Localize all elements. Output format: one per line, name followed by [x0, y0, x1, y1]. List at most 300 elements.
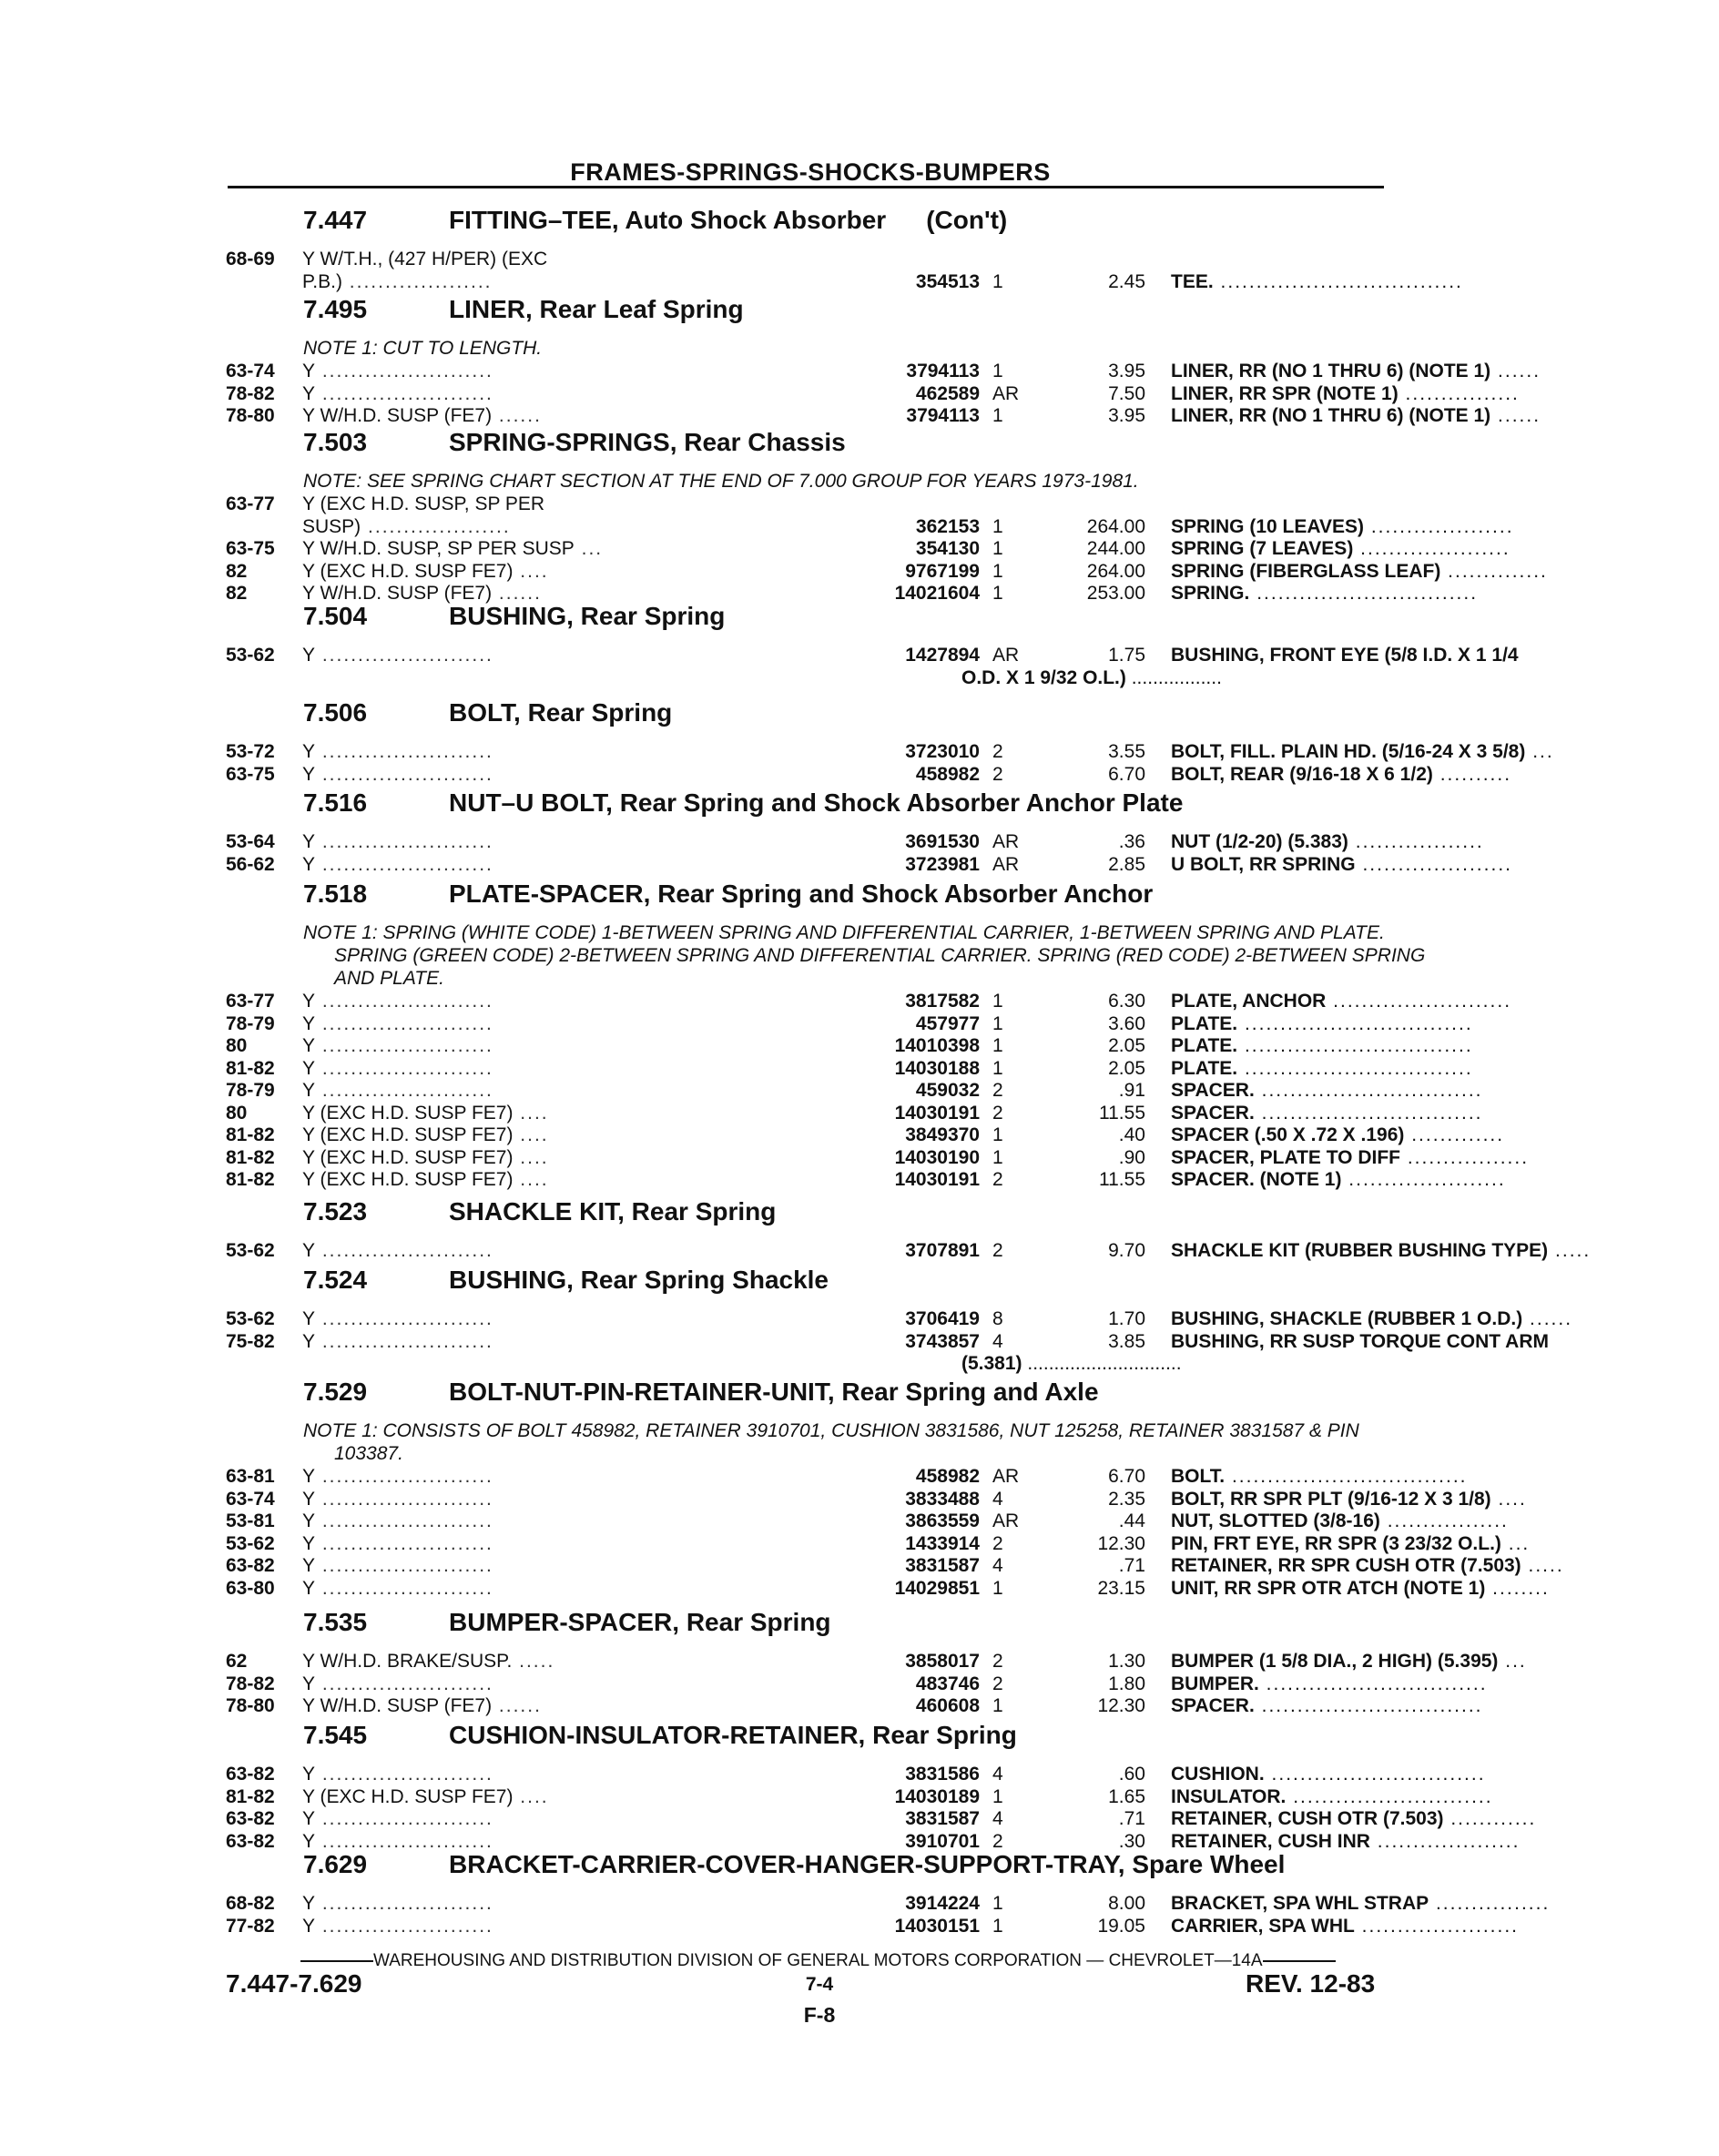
- part-number: 362153: [915, 516, 980, 537]
- part-name-text: BUSHING, SHACKLE (RUBBER 1 O.D.): [1171, 1308, 1523, 1329]
- list-price: 3.95: [1108, 361, 1145, 381]
- page-header: FRAMES-SPRINGS-SHOCKS-BUMPERS: [570, 158, 1051, 186]
- dot-leader: ...: [574, 538, 604, 559]
- section-heading: [303, 880, 1153, 909]
- model-years: 63-74: [226, 361, 275, 381]
- section-title: BUSHING, Rear Spring Shackle: [449, 1266, 829, 1294]
- quantity: 1: [992, 561, 1003, 582]
- section-heading: [303, 788, 1183, 818]
- dot-leader: ........................: [315, 1916, 493, 1937]
- section-number: 7.506: [303, 698, 368, 727]
- dot-leader: ................: [1429, 1893, 1551, 1914]
- application-text: Y W/T.H., (427 H/PER) (EXC: [302, 249, 548, 270]
- model-years: 53-62: [226, 1240, 275, 1261]
- part-number: 1433914: [905, 1533, 980, 1554]
- dot-leader: ........................: [315, 1673, 493, 1694]
- section-title: PLATE-SPACER, Rear Spring and Shock Absorber Anchor: [449, 880, 1154, 908]
- application-text: Y: [302, 1578, 316, 1599]
- part-name-text: RETAINER, CUSH INR: [1171, 1831, 1370, 1852]
- dot-leader: ........................: [315, 764, 493, 785]
- quantity: 2: [992, 1533, 1003, 1554]
- dot-leader: ............: [1443, 1808, 1537, 1829]
- list-price: 9.70: [1108, 1240, 1145, 1261]
- part-name: [1171, 1124, 1608, 1146]
- application-text: Y: [302, 1331, 316, 1352]
- part-name: [1171, 1057, 1608, 1080]
- part-number: 9767199: [905, 561, 980, 582]
- quantity: AR: [992, 854, 1020, 875]
- quantity: 1: [992, 1124, 1003, 1145]
- model-years: 53-62: [226, 1308, 275, 1329]
- section-title: BOLT-NUT-PIN-RETAINER-UNIT, Rear Spring and Axle: [449, 1378, 1099, 1406]
- quantity: 2: [992, 1831, 1003, 1852]
- dot-leader: .....................: [1353, 538, 1510, 559]
- dot-leader: ......: [492, 583, 542, 604]
- part-name: [1171, 1146, 1608, 1169]
- quantity: 2: [992, 1673, 1003, 1694]
- dot-leader: ...............................: [1254, 1103, 1483, 1124]
- dot-leader: ................: [1398, 383, 1520, 404]
- quantity: 4: [992, 1764, 1003, 1785]
- quantity: 2: [992, 1103, 1003, 1124]
- part-name: [1171, 1168, 1608, 1191]
- dot-leader: ....: [513, 1169, 549, 1190]
- quantity: 8: [992, 1308, 1003, 1329]
- quantity: 1: [992, 405, 1003, 426]
- part-name-text: SPACER.: [1171, 1080, 1255, 1101]
- list-price: 11.55: [1099, 1103, 1145, 1124]
- list-price: .71: [1118, 1808, 1145, 1829]
- part-name: [1171, 382, 1608, 405]
- section-heading: [303, 602, 725, 631]
- section-heading: [303, 295, 744, 324]
- application-text: Y (EXC H.D. SUSP FE7): [302, 1786, 514, 1807]
- dot-leader: ..............................: [1264, 1764, 1486, 1785]
- model-years: 78-79: [226, 1013, 275, 1034]
- part-name-text: BUSHING, RR SUSP TORQUE CONT ARM: [1171, 1331, 1549, 1352]
- part-number: 459032: [915, 1080, 980, 1101]
- part-number: 3723010: [905, 741, 980, 762]
- application-description: [302, 248, 867, 270]
- list-price: 264.00: [1086, 561, 1145, 582]
- footer-rule-left: [300, 1960, 373, 1962]
- model-years: 80: [226, 1103, 248, 1124]
- section-heading: [303, 1197, 776, 1226]
- application-text: Y: [302, 1035, 316, 1056]
- dot-leader: ....: [513, 1147, 549, 1168]
- part-number: 3794113: [906, 405, 980, 426]
- application-text: Y: [302, 361, 316, 381]
- list-price: 8.00: [1108, 1893, 1145, 1914]
- dot-leader: ....: [1490, 1489, 1527, 1510]
- part-number: 3706419: [905, 1308, 980, 1329]
- part-name: [1171, 1650, 1608, 1673]
- application-text: Y (EXC H.D. SUSP FE7): [302, 1124, 514, 1145]
- quantity: 1: [992, 1013, 1003, 1034]
- dot-leader: ....: [513, 1103, 549, 1124]
- model-years: 78-80: [226, 405, 275, 426]
- part-name: [1171, 1915, 1608, 1937]
- list-price: 3.60: [1108, 1013, 1145, 1034]
- part-name-text: SPRING.: [1171, 583, 1250, 604]
- dot-leader: ....: [513, 1124, 549, 1145]
- footer-rule-right: [1263, 1960, 1336, 1962]
- part-number: 3833488: [905, 1489, 980, 1510]
- application-text: P.B.): [302, 271, 342, 292]
- dot-leader: ....................: [1364, 516, 1514, 537]
- part-number: 3831587: [905, 1808, 980, 1829]
- header-rule: [228, 186, 1384, 188]
- dot-leader: ...: [1498, 1651, 1527, 1672]
- list-price: 264.00: [1086, 516, 1145, 537]
- part-number: 14030190: [894, 1147, 980, 1168]
- model-years: 63-77: [226, 991, 275, 1012]
- dot-leader: ...: [1500, 1533, 1531, 1554]
- dot-leader: ........................: [315, 1331, 493, 1352]
- quantity: 1: [992, 583, 1003, 604]
- part-number: 14021604: [894, 583, 980, 604]
- section-number: 7.629: [303, 1850, 368, 1878]
- dot-leader: ................................: [1237, 1035, 1473, 1056]
- quantity: 1: [992, 516, 1003, 537]
- part-number: 354130: [915, 538, 980, 559]
- footer-page-number: 7-4: [805, 1974, 834, 1995]
- section-note: NOTE 1: CUT TO LENGTH.: [303, 338, 543, 359]
- section-title: LINER, Rear Leaf Spring: [449, 295, 744, 323]
- part-name: [1171, 763, 1608, 786]
- application-text: Y: [302, 1893, 316, 1914]
- section-title: BOLT, Rear Spring: [449, 698, 673, 727]
- dot-leader: ........................: [315, 1893, 493, 1914]
- section-number: 7.504: [303, 602, 368, 630]
- quantity: AR: [992, 645, 1020, 666]
- quantity: 1: [992, 1786, 1003, 1807]
- part-name-text: SPRING (7 LEAVES): [1171, 538, 1354, 559]
- list-price: 1.75: [1108, 645, 1145, 666]
- part-name-continued: [961, 1352, 1182, 1375]
- part-name: [1171, 1012, 1608, 1035]
- section-number: 7.535: [303, 1608, 368, 1636]
- part-name: [1171, 1079, 1608, 1102]
- dot-leader: .................: [1400, 1147, 1530, 1168]
- dot-leader: ..............: [1440, 561, 1548, 582]
- dot-leader: ......: [1490, 405, 1541, 426]
- section-heading: [303, 206, 1007, 235]
- dot-leader: ......: [1522, 1308, 1573, 1329]
- part-name-text: LINER, RR SPR (NOTE 1): [1171, 383, 1399, 404]
- model-years: 82: [226, 561, 248, 582]
- section-title: SHACKLE KIT, Rear Spring: [449, 1197, 777, 1225]
- application-text: Y: [302, 383, 316, 404]
- quantity: 2: [992, 1169, 1003, 1190]
- list-price: 2.05: [1108, 1035, 1145, 1056]
- part-number: 14029851: [894, 1578, 980, 1599]
- dot-leader: ............................: [1286, 1786, 1493, 1807]
- dot-leader: ........................: [315, 1240, 493, 1261]
- list-price: 6.30: [1108, 991, 1145, 1012]
- section-number: 7.524: [303, 1266, 368, 1294]
- section-heading: [303, 698, 672, 727]
- model-years: 68-82: [226, 1893, 275, 1914]
- quantity: AR: [992, 1510, 1020, 1531]
- list-price: 2.85: [1108, 854, 1145, 875]
- dot-leader: ........................: [315, 1058, 493, 1079]
- part-name-text: NUT, SLOTTED (3/8-16): [1171, 1510, 1380, 1531]
- model-years: 63-82: [226, 1764, 275, 1785]
- part-name: [1171, 1694, 1608, 1717]
- part-name: [1171, 360, 1608, 382]
- section-number: 7.447: [303, 206, 368, 234]
- quantity: 1: [992, 1035, 1003, 1056]
- part-name-text: PLATE.: [1171, 1013, 1238, 1034]
- dot-leader: ......: [492, 1695, 542, 1716]
- part-name-text: PLATE.: [1171, 1058, 1238, 1079]
- application-text: Y (EXC H.D. SUSP FE7): [302, 561, 514, 582]
- part-name-text: PIN, FRT EYE, RR SPR (3 23/32 O.L.): [1171, 1533, 1501, 1554]
- quantity: 1: [992, 271, 1003, 292]
- part-name: [1171, 1763, 1608, 1785]
- part-number: 3863559: [905, 1510, 980, 1531]
- part-name: [1171, 1892, 1608, 1915]
- dot-leader: ........................: [315, 1831, 493, 1852]
- footer-division-text: WAREHOUSING AND DISTRIBUTION DIVISION OF GENERAL MOTORS CORPORATION — CHEVROLET—14A: [373, 1951, 1263, 1970]
- list-price: 1.30: [1108, 1651, 1145, 1672]
- application-text: Y: [302, 645, 316, 666]
- part-name-text: CUSHION.: [1171, 1764, 1265, 1785]
- section-heading: [303, 1850, 1285, 1879]
- list-price: 1.70: [1108, 1308, 1145, 1329]
- part-number: 14010398: [894, 1035, 980, 1056]
- model-years: 81-82: [226, 1124, 275, 1145]
- dot-leader: ........................: [315, 1013, 493, 1034]
- model-years: 53-62: [226, 1533, 275, 1554]
- dot-leader: ....: [513, 561, 549, 582]
- section-title: BUSHING, Rear Spring: [449, 602, 726, 630]
- part-name: [1171, 1307, 1608, 1330]
- part-number: 458982: [915, 1466, 980, 1487]
- part-name: [1171, 1785, 1608, 1808]
- dot-leader: ...............................: [1249, 583, 1479, 604]
- part-name-text: SPRING (FIBERGLASS LEAF): [1171, 561, 1441, 582]
- part-name-text: BOLT.: [1171, 1466, 1226, 1487]
- list-price: 253.00: [1086, 583, 1145, 604]
- section-number: 7.503: [303, 428, 368, 456]
- model-years: 81-82: [226, 1058, 275, 1079]
- model-years: 81-82: [226, 1169, 275, 1190]
- section-number: 7.495: [303, 295, 368, 323]
- section-suffix: (Con't): [926, 206, 1008, 234]
- part-number: 354513: [915, 271, 980, 292]
- dot-leader: .....: [512, 1651, 555, 1672]
- part-name-text: RETAINER, RR SPR CUSH OTR (7.503): [1171, 1555, 1521, 1576]
- part-name: [1171, 404, 1608, 427]
- dot-leader: ........................: [315, 1466, 493, 1487]
- dot-leader: ....................: [361, 516, 511, 537]
- model-years: 62: [226, 1651, 248, 1672]
- model-years: 78-79: [226, 1080, 275, 1101]
- part-name-text: TEE.: [1171, 271, 1214, 292]
- application-text: Y: [302, 1489, 316, 1510]
- dot-leader: .........................: [1326, 991, 1512, 1012]
- section-heading: [303, 1721, 1017, 1750]
- part-name: [1171, 560, 1608, 583]
- part-number: 3910701: [905, 1831, 980, 1852]
- dot-leader: ........................: [315, 361, 493, 381]
- section-title: FITTING–TEE, Auto Shock Absorber: [449, 206, 887, 234]
- part-name: [1171, 1465, 1608, 1488]
- dot-leader: ......................: [1341, 1169, 1506, 1190]
- part-number: 3723981: [905, 854, 980, 875]
- dot-leader: ......................: [1354, 1916, 1520, 1937]
- section-title: SPRING-SPRINGS, Rear Chassis: [449, 428, 846, 456]
- part-name-text: BOLT, REAR (9/16-18 X 6 1/2): [1171, 764, 1433, 785]
- dot-leader: ..................................: [1213, 271, 1463, 292]
- list-price: 2.45: [1108, 271, 1145, 292]
- list-price: 3.85: [1108, 1331, 1145, 1352]
- model-years: 78-82: [226, 383, 275, 404]
- part-number: 14030151: [894, 1916, 980, 1937]
- model-years: 82: [226, 583, 248, 604]
- dot-leader: ....................: [1369, 1831, 1521, 1852]
- quantity: 2: [992, 741, 1003, 762]
- quantity: AR: [992, 831, 1020, 852]
- application-text: Y: [302, 1533, 316, 1554]
- section-number: 7.523: [303, 1197, 368, 1225]
- model-years: 63-80: [226, 1578, 275, 1599]
- application-text: Y: [302, 1555, 316, 1576]
- part-name-text: BRACKET, SPA WHL STRAP: [1171, 1893, 1429, 1914]
- list-price: 1.80: [1108, 1673, 1145, 1694]
- list-price: 2.35: [1108, 1489, 1145, 1510]
- part-name-text: LINER, RR (NO 1 THRU 6) (NOTE 1): [1171, 405, 1491, 426]
- part-name-text: UNIT, RR SPR OTR ATCH (NOTE 1): [1171, 1578, 1486, 1599]
- quantity: 1: [992, 1916, 1003, 1937]
- part-name-text: SPACER.: [1171, 1695, 1255, 1716]
- part-number: 3691530: [905, 831, 980, 852]
- application-text: Y: [302, 831, 316, 852]
- part-number: 14030188: [894, 1058, 980, 1079]
- part-number: 14030191: [894, 1103, 980, 1124]
- quantity: 4: [992, 1331, 1003, 1352]
- part-number: 1427894: [905, 645, 980, 666]
- dot-leader: ......: [492, 405, 542, 426]
- dot-leader: ..........: [1432, 764, 1512, 785]
- part-name-text: PLATE, ANCHOR: [1171, 991, 1327, 1012]
- dot-leader: ........................: [315, 1555, 493, 1576]
- part-name: [1171, 1807, 1608, 1830]
- dot-leader: .....: [1548, 1240, 1592, 1261]
- application-text: Y: [302, 1510, 316, 1531]
- application-text: Y (EXC H.D. SUSP FE7): [302, 1169, 514, 1190]
- application-text: Y (EXC H.D. SUSP, SP PER: [302, 493, 545, 514]
- application-text: Y W/H.D. BRAKE/SUSP.: [302, 1651, 513, 1672]
- part-name: [1171, 1673, 1608, 1695]
- quantity: AR: [992, 383, 1020, 404]
- application-text: Y: [302, 741, 316, 762]
- part-number: 457977: [915, 1013, 980, 1034]
- model-years: 81-82: [226, 1147, 275, 1168]
- model-years: 81-82: [226, 1786, 275, 1807]
- quantity: 4: [992, 1489, 1003, 1510]
- part-number: 458982: [915, 764, 980, 785]
- part-name-text: RETAINER, CUSH OTR (7.503): [1171, 1808, 1444, 1829]
- dot-leader: .....: [1521, 1555, 1564, 1576]
- dot-leader: ........................: [315, 1489, 493, 1510]
- quantity: 1: [992, 991, 1003, 1012]
- part-name-text: CARRIER, SPA WHL: [1171, 1916, 1355, 1937]
- part-number: 14030191: [894, 1169, 980, 1190]
- dot-leader: ....................: [341, 271, 493, 292]
- dot-leader: ......: [1490, 361, 1541, 381]
- section-note: NOTE 1: SPRING (WHITE CODE) 1-BETWEEN SPRING AND DIFFERENTIAL CARRIER, 1-BETWEEN SPRING AND PLATE. SPRING (GREEN CODE) 2-BETWEEN SPRING AND DIFFERENTIAL CARRIER. SPRING (RED CODE) 2-BETWEEN SPRING AND PLATE.: [303, 922, 1426, 989]
- part-name: [1171, 1554, 1608, 1577]
- part-name: [1171, 1532, 1608, 1555]
- model-years: 53-72: [226, 741, 275, 762]
- application-text: Y: [302, 1308, 316, 1329]
- section-heading: [303, 1378, 1099, 1407]
- model-years: 63-75: [226, 538, 275, 559]
- application-text: Y: [302, 1080, 316, 1101]
- dot-leader: ........................: [315, 831, 493, 852]
- list-price: 1.65: [1108, 1786, 1145, 1807]
- list-price: 11.55: [1099, 1169, 1145, 1190]
- part-name: [1171, 270, 1608, 293]
- part-name: [1171, 537, 1608, 560]
- quantity: 1: [992, 1578, 1003, 1599]
- quantity: AR: [992, 1466, 1020, 1487]
- quantity: 1: [992, 1058, 1003, 1079]
- list-price: 23.15: [1097, 1578, 1145, 1599]
- application-description: [302, 493, 867, 515]
- part-name-text: BOLT, RR SPR PLT (9/16-12 X 3 1/8): [1171, 1489, 1491, 1510]
- application-text: Y: [302, 764, 316, 785]
- part-name-text: SPACER.: [1171, 1103, 1255, 1124]
- application-text: Y W/H.D. SUSP (FE7): [302, 1695, 493, 1716]
- section-note: NOTE: SEE SPRING CHART SECTION AT THE END OF 7.000 GROUP FOR YEARS 1973-1981.: [303, 471, 1139, 492]
- model-years: 63-77: [226, 493, 275, 514]
- part-name: [1171, 515, 1608, 538]
- dot-leader: ...: [1525, 741, 1554, 762]
- list-price: 19.05: [1097, 1916, 1145, 1937]
- model-years: 78-82: [226, 1673, 275, 1694]
- application-text: Y: [302, 1764, 316, 1785]
- part-number: 14030189: [894, 1786, 980, 1807]
- part-number: 460608: [915, 1695, 980, 1716]
- dot-leader: .................................: [1225, 1466, 1468, 1487]
- application-text: Y W/H.D. SUSP (FE7): [302, 583, 493, 604]
- application-text: Y: [302, 1240, 316, 1261]
- application-text: SUSP): [302, 516, 361, 537]
- part-name-text: BUSHING, FRONT EYE (5/8 I.D. X 1 1/4: [1171, 645, 1519, 666]
- dot-leader: ........................: [315, 854, 493, 875]
- application-text: Y W/H.D. SUSP, SP PER SUSP: [302, 538, 575, 559]
- section-title: BRACKET-CARRIER-COVER-HANGER-SUPPORT-TRAY, Spare Wheel: [449, 1850, 1286, 1878]
- part-name-text: U BOLT, RR SPRING: [1171, 854, 1356, 875]
- list-price: 12.30: [1097, 1695, 1145, 1716]
- application-text: Y: [302, 1013, 316, 1034]
- part-number: 3858017: [905, 1651, 980, 1672]
- part-name-continued: [961, 666, 1222, 689]
- section-title: BUMPER-SPACER, Rear Spring: [449, 1608, 831, 1636]
- part-name: [1171, 1577, 1608, 1600]
- application-text: Y: [302, 1058, 316, 1079]
- dot-leader: ........................: [315, 1808, 493, 1829]
- part-name-text: NUT (1/2-20) (5.383): [1171, 831, 1348, 852]
- section-heading: [303, 1266, 829, 1295]
- section-title: NUT–U BOLT, Rear Spring and Shock Absorber Anchor Plate: [449, 788, 1184, 817]
- model-years: 63-81: [226, 1466, 275, 1487]
- part-name-text: SPACER (.50 X .72 X .196): [1171, 1124, 1405, 1145]
